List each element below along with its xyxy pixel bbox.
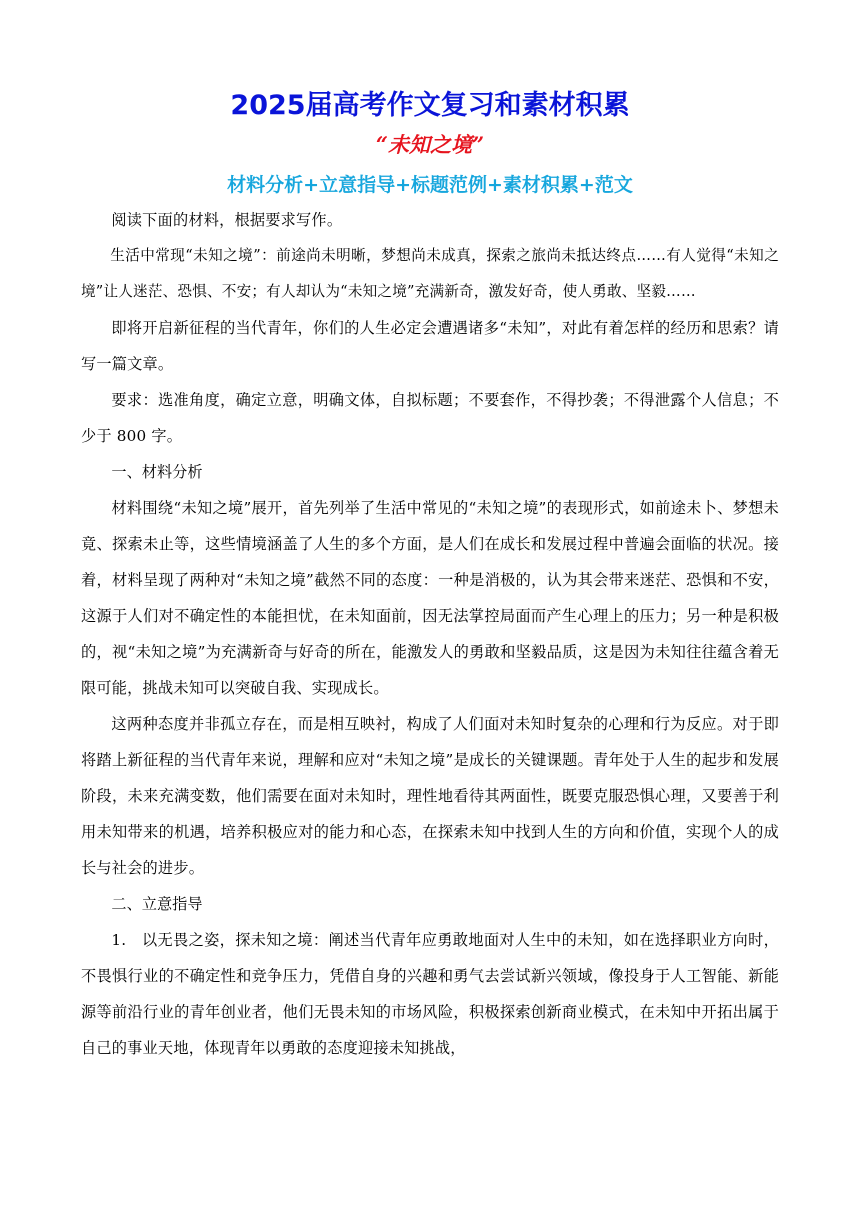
section-heading-guidance: 二、立意指导 (111, 895, 203, 913)
document-subtitle: “未知之境” (375, 132, 485, 157)
analysis-paragraph: 材料围绕“未知之境”展开，首先列举了生活中常见的“未知之境”的表现形式，如前途未卜、梦想未竟、探索未止等，这些情境涵盖了人生的多个方面，是人们在成长和发展过程中普遍会面临的状况。接着，材料呈现了两种对“未知之境”截然不同的态度：一种是消极的，认为其会带来迷茫、恐惧和不安，这源于人们对不确定性的本能担忧，在未知面前，因无法掌控局面而产生心理上的压力；另一种是积极的，视“未知之境”为充满新奇与好奇的所在，能激发人的勇敢和坚毅品质，这是因为未知往往蕴含着无限可能，挑战未知可以突破自我、实现成长。 (81, 499, 779, 697)
requirements-paragraph: 要求：选准角度，确定立意，明确文体，自拟标题；不要套作，不得抄袭；不得泄露个人信息；不少于 800 字。 (81, 391, 779, 445)
analysis-paragraph: 这两种态度并非孤立存在，而是相互映衬，构成了人们面对未知时复杂的心理和行为反应。对于即将踏上新征程的当代青年来说，理解和应对“未知之境”是成长的关键课题。青年处于人生的起步和发展阶段，未来充满变数，他们需要在面对未知时，理性地看待其两面性，既要克服恐惧心理，又要善于利用未知带来的机遇，培养积极应对的能力和心态，在探索未知中找到人生的方向和价值，实现个人的成长与社会的进步。 (81, 715, 779, 877)
task-paragraph: 即将开启新征程的当代青年，你们的人生必定会遭遇诸多“未知”，对此有着怎样的经历和思索？请写一篇文章。 (81, 319, 779, 373)
intro-paragraph: 阅读下面的材料，根据要求写作。 (111, 211, 343, 229)
material-paragraph: 生活中常现“未知之境”：前途尚未明晰，梦想尚未成真，探索之旅尚未抵达终点……有人觉得“未知之境”让人迷茫、恐惧、不安；有人却认为“未知之境”充满新奇，激发好奇，使人勇敢、坚毅…… (81, 247, 779, 300)
guidance-point-1: 1. 以无畏之姿，探未知之境：阐述当代青年应勇敢地面对人生中的未知，如在选择职业方向时，不畏惧行业的不确定性和竞争压力，凭借自身的兴趣和勇气去尝试新兴领域，像投身于人工智能、新能源等前沿行业的青年创业者，他们无畏未知的市场风险，积极探索创新商业模式，在未知中开拓出属于自己的事业天地，体现青年以勇敢的态度迎接未知挑战， (81, 931, 779, 1057)
document-title: 2025届高考作文复习和素材积累 (230, 90, 630, 121)
section-heading-analysis: 一、材料分析 (111, 463, 203, 481)
document-tagline: 材料分析+立意指导+标题范例+素材积累+范文 (227, 174, 633, 196)
